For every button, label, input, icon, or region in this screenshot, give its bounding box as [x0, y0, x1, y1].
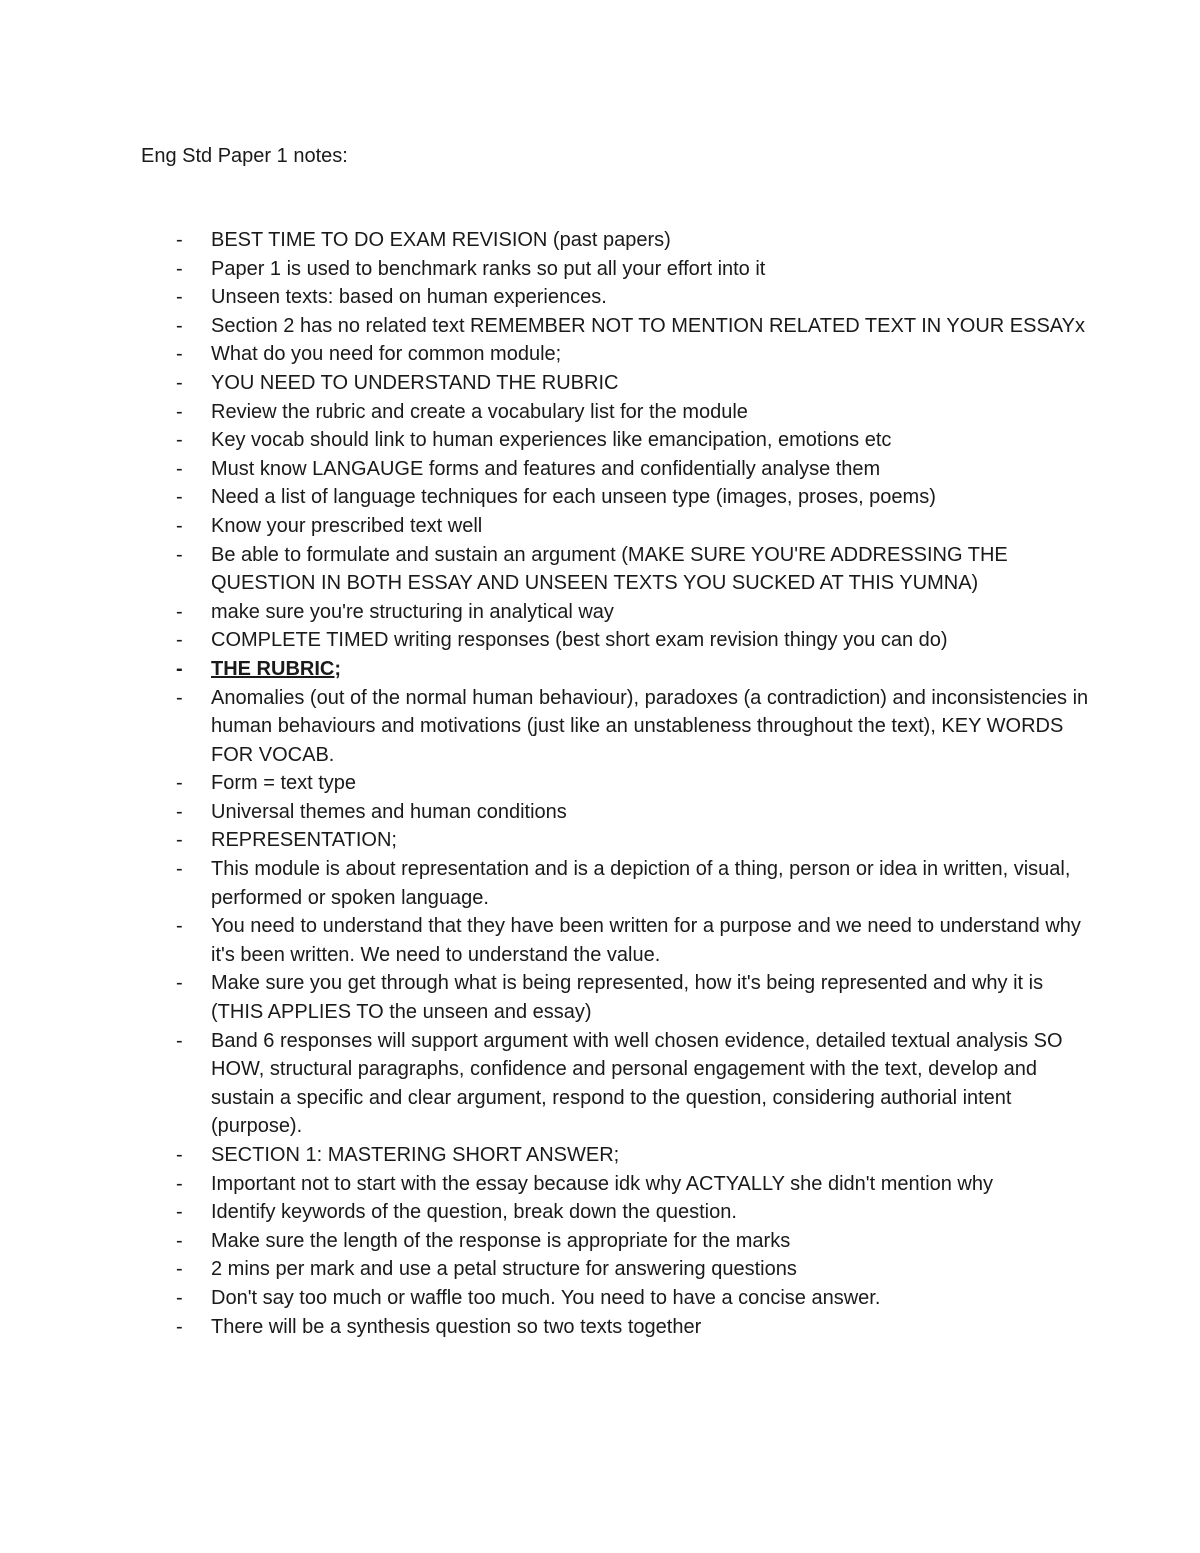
list-item: [0, 684, 1200, 770]
bullet-dash: -: [176, 1144, 183, 1166]
bullet-dash: -: [176, 229, 183, 251]
bullet-dash: -: [176, 486, 183, 509]
list-item-text: Section 2 has no related text REMEMBER NOT TO MENTION RELATED TEXT IN YOUR ESSAYx: [211, 314, 1085, 337]
list-item: [0, 912, 1200, 969]
list-item-text: Unseen texts: based on human experiences.: [211, 286, 607, 309]
list-item-text: Universal themes and human conditions: [211, 800, 567, 823]
list-item: [0, 798, 1200, 827]
bullet-dash: -: [176, 858, 183, 881]
bullet-dash: -: [176, 915, 183, 938]
bullet-dash: -: [176, 514, 183, 537]
bullet-dash: -: [176, 1286, 183, 1309]
list-item: [0, 255, 1200, 284]
bullet-dash: -: [176, 972, 183, 995]
bullet-dash: -: [176, 400, 183, 423]
list-item-text: THE RUBRIC;: [211, 657, 341, 680]
bullet-dash: -: [176, 371, 183, 394]
bullet-dash: -: [176, 343, 183, 366]
document-title: Eng Std Paper 1 notes:: [141, 145, 348, 167]
bullet-dash: -: [176, 543, 183, 566]
list-item: [0, 855, 1200, 912]
list-item: [0, 226, 1200, 255]
bullet-dash: -: [176, 1258, 183, 1281]
list-item-text: Make sure the length of the response is appropriate for the marks: [211, 1229, 791, 1252]
list-item-text: make sure you're structuring in analytical way: [211, 600, 614, 623]
list-item: [0, 969, 1200, 1026]
list-item-text: YOU NEED TO UNDERSTAND THE RUBRIC: [211, 371, 619, 394]
list-item: [0, 455, 1200, 484]
bullet-dash: -: [176, 314, 183, 337]
list-item-text: Don't say too much or waffle too much. You need to have a concise answer.: [211, 1286, 881, 1309]
list-item: [0, 1284, 1200, 1313]
bullet-dash: -: [176, 1172, 183, 1195]
list-item: [0, 426, 1200, 455]
list-item: [0, 541, 1200, 598]
list-item: [0, 483, 1200, 512]
list-item-text: Form = text type: [211, 772, 357, 795]
list-item: [0, 826, 1200, 855]
list-item-text: Key vocab should link to human experiences like emancipation, emotions etc: [211, 429, 892, 452]
bullet-dash: -: [176, 772, 183, 795]
list-item: [0, 598, 1200, 627]
list-item-text: SECTION 1: MASTERING SHORT ANSWER;: [211, 1144, 620, 1166]
list-item: [0, 1313, 1200, 1342]
list-item: [0, 340, 1200, 369]
list-item: [0, 512, 1200, 541]
bullet-dash: -: [176, 686, 183, 709]
list-item: [0, 398, 1200, 427]
list-item-text: Anomalies (out of the normal human behaviour), paradoxes (a contradiction) and inconsistencies in human behaviours and motivations (just like an unstableness throughout the text), KEY WORDS FOR VOCAB.: [211, 686, 1089, 766]
list-item: [0, 626, 1200, 655]
list-item-text: Must know LANGAUGE forms and features and confidentially analyse them: [211, 457, 881, 480]
list-item-text: There will be a synthesis question so two texts together: [211, 1315, 702, 1338]
list-item: [0, 369, 1200, 398]
bullet-dash: -: [176, 600, 183, 623]
list-item: [0, 1198, 1200, 1227]
list-item-text: This module is about representation and is a depiction of a thing, person or idea in written, visual, performed or spoken language.: [211, 858, 1071, 909]
list-item: [0, 1141, 1200, 1170]
list-item: [0, 1255, 1200, 1284]
list-item-text: Important not to start with the essay because idk why ACTYALLY she didn't mention why: [211, 1172, 994, 1195]
list-item-text: 2 mins per mark and use a petal structure for answering questions: [211, 1258, 797, 1281]
bullet-dash: -: [176, 457, 183, 480]
list-item-text: BEST TIME TO DO EXAM REVISION (past papers): [211, 229, 671, 251]
list-item: [0, 1227, 1200, 1256]
bullet-dash: -: [176, 257, 183, 280]
notes-list: [0, 226, 1200, 1341]
list-item-heading: [0, 655, 1200, 684]
list-item-text: Make sure you get through what is being represented, how it's being represented and why it is (THIS APPLIES TO the unseen and essay): [211, 972, 1044, 1024]
bullet-dash: -: [176, 1029, 183, 1052]
list-item-text: Review the rubric and create a vocabulary list for the module: [211, 400, 748, 423]
list-item: [0, 1027, 1200, 1141]
bullet-dash: -: [176, 657, 183, 680]
bullet-dash: -: [176, 286, 183, 309]
bullet-dash: -: [176, 1229, 183, 1252]
list-item: [0, 312, 1200, 341]
list-item-text: Band 6 responses will support argument with well chosen evidence, detailed textual analysis SO HOW, structural paragraphs, confidence and personal engagement with the text, develop and sustain a specific and clear argument, respond to the question, considering authorial intent (purpose).: [211, 1029, 1063, 1138]
list-item-text: You need to understand that they have been written for a purpose and we need to understand why it's been written. We need to understand the value.: [211, 915, 1081, 966]
list-item-text: Need a list of language techniques for each unseen type (images, proses, poems): [211, 486, 936, 509]
list-item: [0, 1170, 1200, 1199]
list-item-text: Know your prescribed text well: [211, 514, 483, 537]
bullet-dash: -: [176, 1315, 183, 1338]
bullet-dash: -: [176, 800, 183, 823]
bullet-dash: -: [176, 829, 183, 852]
list-item-text: Identify keywords of the question, break down the question.: [211, 1201, 737, 1224]
bullet-dash: -: [176, 429, 183, 452]
list-item-text: COMPLETE TIMED writing responses (best short exam revision thingy you can do): [211, 629, 948, 652]
list-item-text: Paper 1 is used to benchmark ranks so put all your effort into it: [211, 257, 766, 280]
list-item: [0, 769, 1200, 798]
list-item: [0, 283, 1200, 312]
list-item-text: Be able to formulate and sustain an argument (MAKE SURE YOU'RE ADDRESSING THE QUESTION IN BOTH ESSAY AND UNSEEN TEXTS YOU SUCKED AT THIS YUMNA): [211, 543, 1008, 595]
bullet-dash: -: [176, 629, 183, 652]
list-item-text: REPRESENTATION;: [211, 829, 397, 852]
bullet-dash: -: [176, 1201, 183, 1224]
list-item-text: What do you need for common module;: [211, 343, 562, 366]
